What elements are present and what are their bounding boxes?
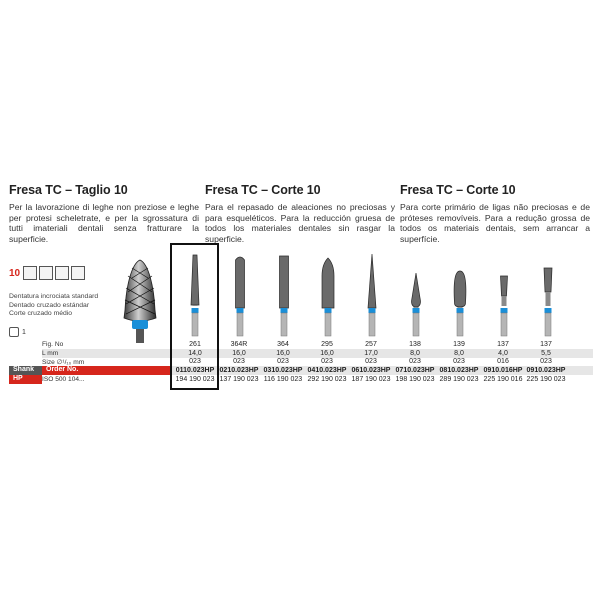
bur-neck bbox=[282, 308, 287, 310]
cell-l: 14,0 bbox=[188, 350, 202, 357]
cell-l: 5,5 bbox=[541, 350, 551, 357]
column-description: Per la lavorazione di leghe non preziose e leghe per protesi scheletrate, e per la sgrossatura di tutti imateriali dentali senza fratturare la superficie. bbox=[9, 202, 199, 244]
bur-neck bbox=[502, 296, 507, 306]
cell-iso: 292 190 023 bbox=[307, 376, 347, 383]
cell-size: 023 bbox=[365, 358, 377, 365]
cell-iso: 198 190 023 bbox=[395, 376, 435, 383]
cut-description bbox=[9, 293, 98, 319]
bur-shape bbox=[412, 273, 421, 336]
column-description: Para corte primário de ligas não preciosas e de próteses removíveis. Para a redução grossa de todos os materiais dentais, sem arrancar a superfície. bbox=[400, 202, 590, 244]
cell-iso: 187 190 023 bbox=[351, 376, 391, 383]
cell-fig: 257 bbox=[365, 341, 377, 348]
bur-head bbox=[280, 256, 289, 308]
cell-order: 0210.023HP bbox=[219, 367, 259, 374]
bur-shank bbox=[413, 313, 419, 336]
cell-order: 0110.023HP bbox=[175, 367, 215, 374]
cell-order: 0710.023HP bbox=[395, 367, 435, 374]
bur-ring bbox=[325, 308, 332, 313]
cell-iso: 194 190 023 bbox=[175, 376, 215, 383]
speed-indicator bbox=[9, 327, 26, 337]
cell-size: 023 bbox=[540, 358, 552, 365]
speed-value: 1 bbox=[22, 328, 26, 336]
bur-head bbox=[322, 258, 334, 308]
bur-head bbox=[454, 271, 466, 307]
bur-neck bbox=[414, 307, 419, 309]
hp-header: HP bbox=[9, 375, 42, 384]
bur-neck bbox=[326, 308, 331, 310]
bur-shape bbox=[322, 258, 334, 336]
bur-ring bbox=[281, 308, 288, 313]
cell-size: 023 bbox=[189, 358, 201, 365]
cut-line: Dentatura incrociata standard bbox=[9, 293, 99, 300]
cell-size: 023 bbox=[453, 358, 465, 365]
cell-l: 16,0 bbox=[320, 350, 334, 357]
bur-ring bbox=[237, 308, 244, 313]
column-title: Fresa TC – Taglio 10 bbox=[9, 183, 128, 197]
bur-head bbox=[368, 254, 376, 308]
cell-order: 0310.023HP bbox=[263, 367, 303, 374]
cell-fig: 138 bbox=[409, 341, 421, 348]
cell-l: 16,0 bbox=[232, 350, 246, 357]
cell-iso: 289 190 023 bbox=[439, 376, 479, 383]
bur-shank bbox=[457, 313, 463, 336]
feature-icons bbox=[23, 266, 85, 280]
model-icon bbox=[71, 266, 85, 280]
column-spanish bbox=[205, 183, 395, 244]
bur-head bbox=[501, 276, 508, 296]
cell-size: 023 bbox=[409, 358, 421, 365]
column-portuguese bbox=[400, 183, 590, 244]
cell-size: 023 bbox=[277, 358, 289, 365]
iso-label: ISO 500 104... bbox=[42, 376, 85, 383]
cell-fig: 261 bbox=[189, 341, 201, 348]
bur-neck bbox=[238, 308, 243, 310]
bur-head bbox=[544, 268, 552, 292]
bur-head bbox=[236, 257, 245, 308]
cell-iso: 225 190 023 bbox=[526, 376, 566, 383]
selected-product-frame bbox=[170, 243, 219, 390]
cell-order: 0610.023HP bbox=[351, 367, 391, 374]
cell-iso: 116 190 023 bbox=[263, 376, 303, 383]
cut-badge: 10 bbox=[9, 268, 21, 279]
cell-fig: 139 bbox=[453, 341, 465, 348]
bur-neck bbox=[546, 292, 551, 306]
bur-shape bbox=[544, 268, 552, 336]
bur-shank bbox=[545, 313, 551, 336]
bur-shape bbox=[501, 276, 508, 336]
cell-l: 17,0 bbox=[364, 350, 378, 357]
bur-ring bbox=[545, 308, 552, 313]
cell-size: 023 bbox=[233, 358, 245, 365]
bur-ring bbox=[457, 308, 464, 313]
cut-line: Corte cruzado médio bbox=[9, 310, 73, 317]
cell-fig: 364R bbox=[230, 341, 248, 348]
column-description: Para el repasado de aleaciones no preciosas y para esqueléticos. Para la reducción gruesa de todos los materiales dentales sin rasgar la superficie. bbox=[205, 202, 395, 244]
cell-order: 0910.016HP bbox=[483, 367, 523, 374]
order-header: Order No. bbox=[42, 366, 170, 375]
cell-l: 8,0 bbox=[410, 350, 420, 357]
framework-icon bbox=[39, 266, 53, 280]
cell-order: 0810.023HP bbox=[439, 367, 479, 374]
bur-shape bbox=[454, 271, 466, 336]
cell-iso: 225 190 016 bbox=[483, 376, 523, 383]
cell-order: 0410.023HP bbox=[307, 367, 347, 374]
bur-head bbox=[412, 273, 421, 307]
speed-icon bbox=[9, 327, 19, 337]
cell-order: 0910.023HP bbox=[526, 367, 566, 374]
bur-shank bbox=[325, 313, 331, 336]
bur-shank bbox=[369, 313, 375, 336]
cell-fig: 137 bbox=[540, 341, 552, 348]
size-label: Size ∅¹/₁₀ mm bbox=[42, 359, 85, 366]
shank-header: Shank bbox=[9, 366, 42, 375]
cut-line: Dentado cruzado estándar bbox=[9, 301, 90, 309]
large-bur-illustration bbox=[118, 258, 162, 344]
crown-icon bbox=[55, 266, 69, 280]
bur-shape bbox=[280, 256, 289, 336]
bur-neck bbox=[370, 308, 375, 310]
bur-neck bbox=[458, 307, 463, 309]
cell-size: 023 bbox=[321, 358, 333, 365]
fig-label: Fig. No bbox=[42, 341, 64, 348]
cell-size: 016 bbox=[497, 358, 509, 365]
bur-shape bbox=[368, 254, 376, 336]
column-title: Fresa TC – Corte 10 bbox=[205, 183, 321, 197]
cell-fig: 137 bbox=[497, 341, 509, 348]
metal-icon bbox=[23, 266, 37, 280]
bur-ring bbox=[413, 308, 420, 313]
bur-shank bbox=[281, 313, 287, 336]
cell-fig: 295 bbox=[321, 341, 333, 348]
bur-ring bbox=[369, 308, 376, 313]
cell-l: 16,0 bbox=[276, 350, 290, 357]
cell-l: 4,0 bbox=[498, 350, 508, 357]
length-label: L mm bbox=[42, 350, 59, 357]
cell-l: 8,0 bbox=[454, 350, 464, 357]
bur-shank bbox=[501, 313, 507, 336]
bur-shank bbox=[237, 313, 243, 336]
bur-ring bbox=[501, 308, 508, 313]
cell-iso: 137 190 023 bbox=[219, 376, 259, 383]
column-italian bbox=[9, 183, 199, 244]
cell-fig: 364 bbox=[277, 341, 289, 348]
column-title: Fresa TC – Corte 10 bbox=[400, 183, 516, 197]
bur-shape bbox=[236, 257, 245, 336]
